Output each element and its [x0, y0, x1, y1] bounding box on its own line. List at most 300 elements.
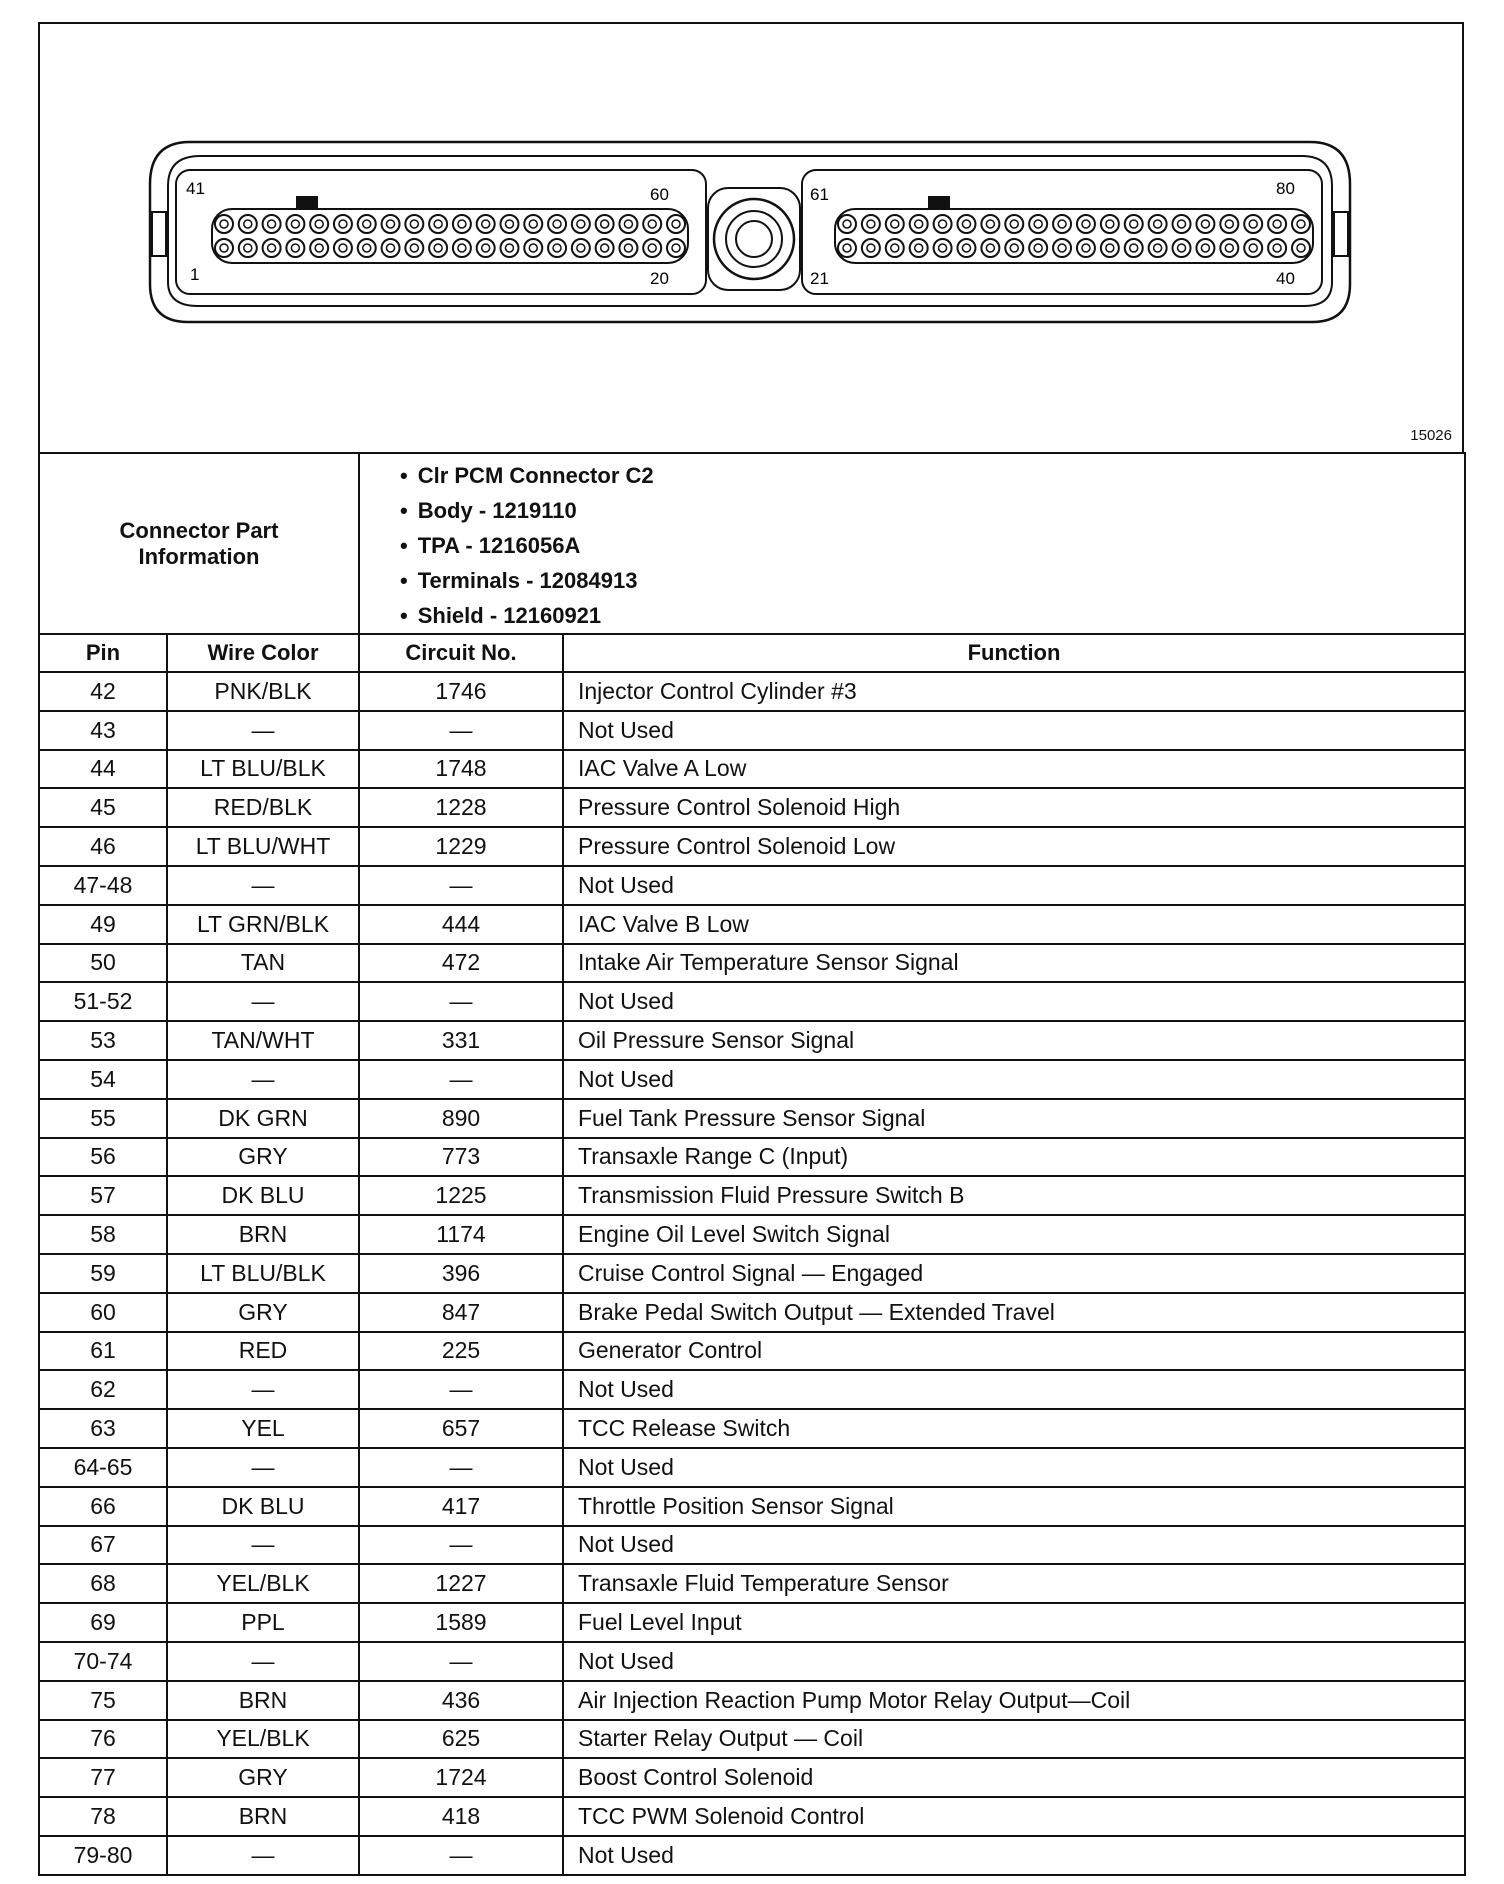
pin-terminal — [524, 239, 542, 257]
function-cell: Transaxle Fluid Temperature Sensor — [563, 1564, 1465, 1603]
function-cell: Fuel Level Input — [563, 1603, 1465, 1642]
pin-terminal-core — [1106, 220, 1114, 228]
pin-terminal — [263, 215, 281, 233]
pin-terminal-core — [1178, 220, 1186, 228]
table-row — [39, 672, 1465, 711]
pin-terminal — [862, 239, 880, 257]
pin-terminal-core — [291, 220, 299, 228]
function-cell: Not Used — [563, 866, 1465, 905]
pin-terminal-core — [244, 244, 252, 252]
function-cell: Not Used — [563, 982, 1465, 1021]
pin-terminal-core — [843, 244, 851, 252]
pin-terminal-core — [1297, 220, 1305, 228]
pin-label-20: 20 — [650, 269, 669, 288]
pin-terminal-core — [363, 244, 371, 252]
pin-terminal — [1173, 239, 1191, 257]
pin-terminal — [910, 239, 928, 257]
pin-cell: 67 — [39, 1526, 167, 1565]
function-cell: Not Used — [563, 1060, 1465, 1099]
pin-cell: 46 — [39, 827, 167, 866]
pin-terminal — [1173, 215, 1191, 233]
wire-color-cell: — — [167, 1526, 359, 1565]
pin-terminal — [477, 215, 495, 233]
wire-color-cell: BRN — [167, 1681, 359, 1720]
pin-terminal — [334, 215, 352, 233]
pin-terminal-core — [1201, 244, 1209, 252]
pin-cell: 58 — [39, 1215, 167, 1254]
pin-terminal-core — [1154, 244, 1162, 252]
pin-terminal — [957, 239, 975, 257]
pin-cell: 75 — [39, 1681, 167, 1720]
pin-terminal-core — [434, 244, 442, 252]
wire-color-cell: — — [167, 866, 359, 905]
pin-terminal-core — [220, 244, 228, 252]
pin-terminal — [239, 239, 257, 257]
pin-terminal — [477, 239, 495, 257]
pin-label-41: 41 — [186, 179, 205, 198]
pin-terminal-core — [1249, 244, 1257, 252]
pin-terminal-core — [553, 244, 561, 252]
function-cell: Throttle Position Sensor Signal — [563, 1487, 1465, 1526]
pin-terminal — [382, 215, 400, 233]
pin-terminal — [981, 215, 999, 233]
pin-cell: 51-52 — [39, 982, 167, 1021]
pin-cell: 68 — [39, 1564, 167, 1603]
function-cell: Pressure Control Solenoid High — [563, 788, 1465, 827]
pin-terminal — [572, 239, 590, 257]
pin-terminal — [1196, 215, 1214, 233]
pin-terminal — [1053, 215, 1071, 233]
pin-label-40: 40 — [1276, 269, 1295, 288]
pin-terminal — [886, 239, 904, 257]
circuit-cell: 1225 — [359, 1176, 563, 1215]
pin-terminal-core — [939, 244, 947, 252]
circuit-cell: 1724 — [359, 1758, 563, 1797]
circuit-cell: 1229 — [359, 827, 563, 866]
wire-color-cell: TAN — [167, 944, 359, 983]
circuit-cell: 436 — [359, 1681, 563, 1720]
circuit-cell: — — [359, 1060, 563, 1099]
connector-info-item: • Body - 1219110 — [400, 493, 1464, 528]
pin-terminal-core — [1034, 244, 1042, 252]
circuit-cell: 225 — [359, 1332, 563, 1371]
pin-terminal-core — [387, 244, 395, 252]
pin-terminal — [596, 239, 614, 257]
wire-color-cell: GRY — [167, 1293, 359, 1332]
table-row — [39, 1642, 1465, 1681]
function-cell: Not Used — [563, 1836, 1465, 1875]
pin-terminal-core — [482, 220, 490, 228]
pin-terminal — [358, 215, 376, 233]
pin-terminal-core — [268, 244, 276, 252]
pin-terminal — [548, 215, 566, 233]
wire-color-cell: PPL — [167, 1603, 359, 1642]
pin-terminal — [910, 215, 928, 233]
pin-cell: 64-65 — [39, 1448, 167, 1487]
table-row — [39, 1526, 1465, 1565]
pin-cell: 79-80 — [39, 1836, 167, 1875]
pin-terminal — [1029, 215, 1047, 233]
pinout-table — [38, 452, 1466, 1876]
table-row — [39, 1681, 1465, 1720]
pin-terminal-core — [915, 244, 923, 252]
pin-terminal — [1220, 215, 1238, 233]
connector-info-item: • TPA - 1216056A — [400, 528, 1464, 563]
pin-cell: 77 — [39, 1758, 167, 1797]
function-cell: IAC Valve A Low — [563, 750, 1465, 789]
pin-terminal-core — [220, 220, 228, 228]
table-row — [39, 1487, 1465, 1526]
pin-cell: 50 — [39, 944, 167, 983]
pin-terminal-core — [410, 220, 418, 228]
pin-terminal — [667, 239, 685, 257]
circuit-cell: 418 — [359, 1797, 563, 1836]
pin-label-61: 61 — [810, 185, 829, 204]
pin-terminal — [643, 215, 661, 233]
table-row — [39, 1758, 1465, 1797]
wire-color-cell: — — [167, 1448, 359, 1487]
pin-terminal-core — [1058, 244, 1066, 252]
pin-label-60: 60 — [650, 185, 669, 204]
wire-color-cell: LT BLU/WHT — [167, 827, 359, 866]
pin-terminal-core — [577, 220, 585, 228]
table-row — [39, 1797, 1465, 1836]
function-cell: Fuel Tank Pressure Sensor Signal — [563, 1099, 1465, 1138]
function-cell: Brake Pedal Switch Output — Extended Travel — [563, 1293, 1465, 1332]
left-pin-block — [212, 209, 688, 263]
function-cell: Air Injection Reaction Pump Motor Relay Output—Coil — [563, 1681, 1465, 1720]
pin-cell: 69 — [39, 1603, 167, 1642]
pin-terminal — [838, 215, 856, 233]
function-cell: Oil Pressure Sensor Signal — [563, 1021, 1465, 1060]
pin-terminal — [1196, 239, 1214, 257]
table-row — [39, 1448, 1465, 1487]
pin-cell: 61 — [39, 1332, 167, 1371]
pin-terminal — [429, 215, 447, 233]
pin-terminal — [1101, 239, 1119, 257]
latch-right — [1334, 212, 1348, 256]
function-cell: Boost Control Solenoid — [563, 1758, 1465, 1797]
circuit-cell: 331 — [359, 1021, 563, 1060]
center-bolt-inner — [736, 221, 772, 257]
circuit-cell: 1174 — [359, 1215, 563, 1254]
pin-terminal — [838, 239, 856, 257]
function-cell: Not Used — [563, 1448, 1465, 1487]
circuit-cell: 890 — [359, 1099, 563, 1138]
pin-cell: 70-74 — [39, 1642, 167, 1681]
pin-terminal-core — [268, 220, 276, 228]
wire-color-cell: — — [167, 1370, 359, 1409]
pin-terminal — [619, 215, 637, 233]
pin-label-1: 1 — [190, 265, 200, 284]
pin-cell: 45 — [39, 788, 167, 827]
pin-terminal — [1149, 239, 1167, 257]
pin-terminal — [1053, 239, 1071, 257]
function-cell: Not Used — [563, 1642, 1465, 1681]
pin-cell: 60 — [39, 1293, 167, 1332]
pin-terminal — [1029, 239, 1047, 257]
pin-terminal-core — [410, 244, 418, 252]
connector-info-label: Connector Part Information — [39, 453, 359, 634]
wire-color-cell: — — [167, 1060, 359, 1099]
circuit-cell: — — [359, 1642, 563, 1681]
pin-label-80: 80 — [1276, 179, 1295, 198]
pin-cell: 49 — [39, 905, 167, 944]
circuit-cell: — — [359, 982, 563, 1021]
function-cell: IAC Valve B Low — [563, 905, 1465, 944]
function-cell: Not Used — [563, 1526, 1465, 1565]
pin-terminal-core — [553, 220, 561, 228]
pin-cell: 66 — [39, 1487, 167, 1526]
circuit-cell: 417 — [359, 1487, 563, 1526]
wire-color-cell: LT BLU/BLK — [167, 1254, 359, 1293]
table-row — [39, 982, 1465, 1021]
table-row — [39, 905, 1465, 944]
wire-color-cell: LT BLU/BLK — [167, 750, 359, 789]
table-row — [39, 1603, 1465, 1642]
pin-terminal-core — [1201, 220, 1209, 228]
table-row — [39, 788, 1465, 827]
header-circuit-no: Circuit No. — [359, 634, 563, 672]
table-row — [39, 1332, 1465, 1371]
connector-info-row — [39, 453, 1465, 634]
connector-info-list — [359, 453, 1465, 634]
pin-terminal-core — [1010, 220, 1018, 228]
pin-terminal — [934, 239, 952, 257]
pin-terminal-core — [1058, 220, 1066, 228]
pin-terminal — [1292, 239, 1310, 257]
pin-terminals — [215, 215, 1310, 257]
pin-cell: 76 — [39, 1720, 167, 1759]
pin-terminal-core — [867, 220, 875, 228]
function-cell: Cruise Control Signal — Engaged — [563, 1254, 1465, 1293]
pin-terminal-core — [458, 220, 466, 228]
pin-terminal-core — [339, 220, 347, 228]
connector-diagram-panel — [38, 22, 1464, 452]
table-row — [39, 711, 1465, 750]
pin-terminal-core — [363, 220, 371, 228]
table-row — [39, 1138, 1465, 1177]
pin-terminal-core — [843, 220, 851, 228]
wire-color-cell: GRY — [167, 1138, 359, 1177]
pin-terminal-core — [505, 244, 513, 252]
pin-cell: 62 — [39, 1370, 167, 1409]
pin-terminal-core — [962, 220, 970, 228]
wire-color-cell: DK BLU — [167, 1176, 359, 1215]
pin-terminal-core — [601, 220, 609, 228]
pin-terminal — [382, 239, 400, 257]
wire-color-cell: RED — [167, 1332, 359, 1371]
pin-terminal-core — [529, 220, 537, 228]
pin-terminal — [1125, 215, 1143, 233]
pin-terminal — [1244, 215, 1262, 233]
pin-terminal — [263, 239, 281, 257]
pin-terminal-core — [1249, 220, 1257, 228]
function-cell: TCC Release Switch — [563, 1409, 1465, 1448]
pin-terminal — [981, 239, 999, 257]
pin-terminal-core — [482, 244, 490, 252]
pin-terminal-core — [1082, 220, 1090, 228]
connector-sheet — [38, 22, 1464, 1872]
pin-cell: 59 — [39, 1254, 167, 1293]
circuit-cell: — — [359, 1448, 563, 1487]
table-row — [39, 750, 1465, 789]
pin-terminal-core — [624, 244, 632, 252]
pin-cell: 63 — [39, 1409, 167, 1448]
pin-terminal-core — [315, 244, 323, 252]
table-row — [39, 1370, 1465, 1409]
pin-terminal — [1292, 215, 1310, 233]
pin-cell: 44 — [39, 750, 167, 789]
pin-cell: 56 — [39, 1138, 167, 1177]
pin-cell: 43 — [39, 711, 167, 750]
pin-terminal-core — [505, 220, 513, 228]
pin-terminal-core — [648, 244, 656, 252]
table-row — [39, 1254, 1465, 1293]
pin-terminal — [334, 239, 352, 257]
pin-terminal-core — [434, 220, 442, 228]
pin-terminal — [500, 215, 518, 233]
pin-terminal-core — [1082, 244, 1090, 252]
wire-color-cell: RED/BLK — [167, 788, 359, 827]
pin-terminal-core — [672, 244, 680, 252]
pin-terminal — [548, 239, 566, 257]
pin-terminal-core — [1010, 244, 1018, 252]
right-pin-block — [835, 209, 1313, 263]
wire-color-cell: GRY — [167, 1758, 359, 1797]
pin-terminal-core — [315, 220, 323, 228]
table-row — [39, 944, 1465, 983]
pin-terminal-core — [458, 244, 466, 252]
table-row — [39, 1293, 1465, 1332]
wire-color-cell: YEL/BLK — [167, 1720, 359, 1759]
pin-terminal — [286, 215, 304, 233]
table-row — [39, 827, 1465, 866]
pin-terminal-core — [1106, 244, 1114, 252]
pin-terminal — [429, 239, 447, 257]
pin-terminal-core — [529, 244, 537, 252]
pin-terminal — [572, 215, 590, 233]
table-row — [39, 1836, 1465, 1875]
pin-terminal-core — [986, 220, 994, 228]
table-row — [39, 1176, 1465, 1215]
pin-terminal-core — [1178, 244, 1186, 252]
table-row — [39, 1099, 1465, 1138]
pin-terminal — [215, 239, 233, 257]
figure-number: 15026 — [1410, 427, 1452, 444]
center-boss — [708, 188, 800, 290]
pin-terminal-core — [1225, 244, 1233, 252]
pin-terminal — [1268, 215, 1286, 233]
pin-terminal-core — [1273, 220, 1281, 228]
pin-terminal — [934, 215, 952, 233]
pin-cell: 78 — [39, 1797, 167, 1836]
pin-terminal-core — [1154, 220, 1162, 228]
function-cell: Not Used — [563, 1370, 1465, 1409]
table-header-row — [39, 634, 1465, 672]
table-row — [39, 1060, 1465, 1099]
wire-color-cell: DK BLU — [167, 1487, 359, 1526]
circuit-cell: 1746 — [359, 672, 563, 711]
pin-terminal-core — [1130, 244, 1138, 252]
circuit-cell: — — [359, 1370, 563, 1409]
pin-cell: 47-48 — [39, 866, 167, 905]
pin-terminal — [1101, 215, 1119, 233]
pin-terminal-core — [1130, 220, 1138, 228]
circuit-cell: 657 — [359, 1409, 563, 1448]
function-cell: Transaxle Range C (Input) — [563, 1138, 1465, 1177]
pin-terminal — [1077, 215, 1095, 233]
circuit-cell: 847 — [359, 1293, 563, 1332]
pin-terminal-core — [672, 220, 680, 228]
pin-terminal-core — [915, 220, 923, 228]
table-row — [39, 1564, 1465, 1603]
connector-face-diagram — [40, 24, 1466, 454]
pin-terminal — [1077, 239, 1095, 257]
function-cell: Injector Control Cylinder #3 — [563, 672, 1465, 711]
wire-color-cell: — — [167, 982, 359, 1021]
connector-info-item: • Terminals - 12084913 — [400, 563, 1464, 598]
pin-terminal-core — [1225, 220, 1233, 228]
function-cell: Transmission Fluid Pressure Switch B — [563, 1176, 1465, 1215]
pin-terminal — [1244, 239, 1262, 257]
table-row — [39, 1021, 1465, 1060]
circuit-cell: 625 — [359, 1720, 563, 1759]
pin-terminal — [1149, 215, 1167, 233]
wire-color-cell: — — [167, 1642, 359, 1681]
wire-color-cell: BRN — [167, 1215, 359, 1254]
pin-terminal-core — [291, 244, 299, 252]
pin-terminal-core — [1297, 244, 1305, 252]
circuit-cell: 1228 — [359, 788, 563, 827]
pin-cell: 53 — [39, 1021, 167, 1060]
pin-terminal — [310, 239, 328, 257]
function-cell: Engine Oil Level Switch Signal — [563, 1215, 1465, 1254]
pin-terminal-core — [601, 244, 609, 252]
pin-terminal — [524, 215, 542, 233]
pin-terminal-core — [962, 244, 970, 252]
pin-terminal-core — [387, 220, 395, 228]
pin-terminal — [957, 215, 975, 233]
pin-terminal — [286, 239, 304, 257]
circuit-cell: 396 — [359, 1254, 563, 1293]
center-bolt-mid — [726, 211, 782, 267]
key-mark-right — [928, 196, 950, 208]
pin-cell: 55 — [39, 1099, 167, 1138]
key-mark-left — [296, 196, 318, 208]
circuit-cell: — — [359, 1526, 563, 1565]
pin-terminal-core — [624, 220, 632, 228]
pin-terminal — [1268, 239, 1286, 257]
function-cell: Not Used — [563, 711, 1465, 750]
wire-color-cell: TAN/WHT — [167, 1021, 359, 1060]
circuit-cell: 444 — [359, 905, 563, 944]
pin-terminal — [405, 215, 423, 233]
circuit-cell: 1589 — [359, 1603, 563, 1642]
pin-terminal — [596, 215, 614, 233]
circuit-cell: 1748 — [359, 750, 563, 789]
pin-terminal-core — [986, 244, 994, 252]
pin-terminal-core — [867, 244, 875, 252]
pin-terminal-core — [339, 244, 347, 252]
pin-cell: 54 — [39, 1060, 167, 1099]
table-row — [39, 1215, 1465, 1254]
function-cell: Pressure Control Solenoid Low — [563, 827, 1465, 866]
circuit-cell: 1227 — [359, 1564, 563, 1603]
pin-terminal-core — [244, 220, 252, 228]
wire-color-cell: BRN — [167, 1797, 359, 1836]
function-cell: TCC PWM Solenoid Control — [563, 1797, 1465, 1836]
